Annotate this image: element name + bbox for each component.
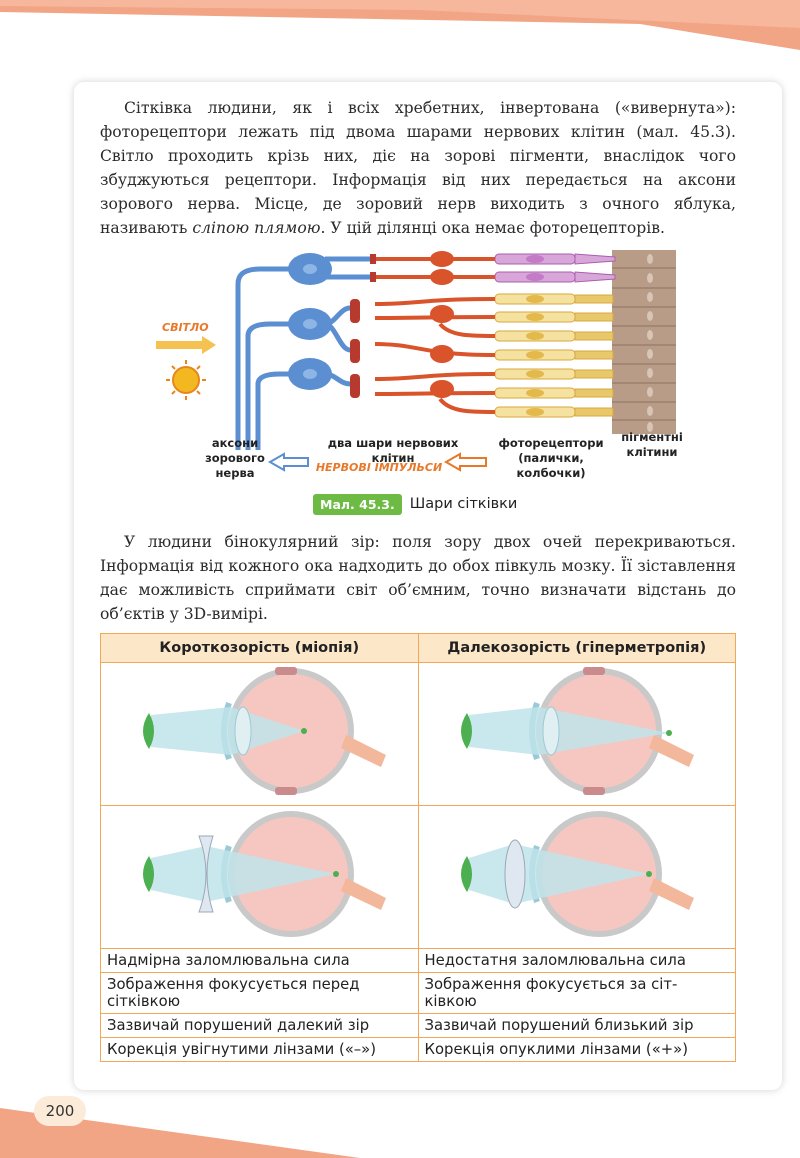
intro-paragraph: Сітківка людини, як і всіх хребетних, інвертована («вивернута»): фоторецептори лежать під двома шарами нервових клітин (мал. 45.3). Світло проходить крізь них, діє на зорові пігменти, внаслідок чого збуджуються рецептори. Інформація від них передається на аксони зорового нерва. Місце, де зоровий нерв виходить з очного яблука, називають сліпою плямою. У цій ділянці ока немає фоторецепторів.	[100, 99, 736, 237]
page-number: 200	[34, 1096, 86, 1126]
table-header-row	[101, 634, 736, 663]
blind-spot-term: сліпою плямою	[192, 219, 321, 237]
pigment-cells	[612, 250, 676, 434]
pigment-cells-label: пігментні клітини	[621, 430, 683, 459]
top-decorative-band	[0, 0, 800, 50]
hyperopia-corrected-image	[418, 806, 736, 949]
table-row: Надмірна заломлювальна сила Недостатня заломлювальна сила	[101, 949, 736, 973]
axons-label: аксони зорового нерва	[205, 436, 265, 480]
sun-icon	[166, 360, 206, 400]
nerve-impulses-label: НЕРВОВІ ІМПУЛЬСИ	[315, 461, 443, 474]
table-row: Зазвичай порушений далекий зір Зазвичай порушений близький зір	[101, 1014, 736, 1038]
myopia-eye-image	[101, 663, 419, 806]
myopia-corrected-image	[101, 806, 419, 949]
header-myopia: Короткозорість (міопія)	[101, 634, 419, 663]
table-row: Зображення фокусується перед сітківкою Зображення фокусується за сіт- ківкою	[101, 973, 736, 1014]
figure-caption	[313, 492, 517, 516]
table-row-eye-images	[101, 663, 736, 806]
photoreceptors	[495, 254, 615, 417]
convex-lens-icon	[505, 840, 525, 908]
table-row: Корекція увігнутими лінзами («–») Корекція опуклими лінзами («+»)	[101, 1038, 736, 1062]
binocular-paragraph: У людини бінокулярний зір: поля зору двох очей перекриваються. Інформація від кожного ока надходить до обох півкуль мозку. Її зіставлення дає можливість сприймати світ об’ємним, точно визначати відстань до об’єктів у 3D-вимірі.	[100, 533, 736, 623]
figure-caption-text: Шари сітківки	[409, 496, 518, 512]
hyperopia-eye-image	[418, 663, 736, 806]
retina-layers-figure	[150, 244, 690, 494]
figure-number-badge: Мал. 45.3.	[313, 494, 402, 515]
photoreceptors-label: фоторецептори (палички, колбочки)	[498, 436, 604, 480]
light-label: СВІТЛО	[162, 321, 209, 334]
table-row-corrected-images	[101, 806, 736, 949]
bottom-decorative-band	[0, 1098, 800, 1158]
nerve-layers-label: два шари нервових клітин	[327, 436, 459, 465]
comparison-table	[100, 633, 736, 1062]
header-hyperopia: Далекозорість (гіперметропія)	[418, 634, 736, 663]
light-arrow-icon	[156, 336, 216, 354]
